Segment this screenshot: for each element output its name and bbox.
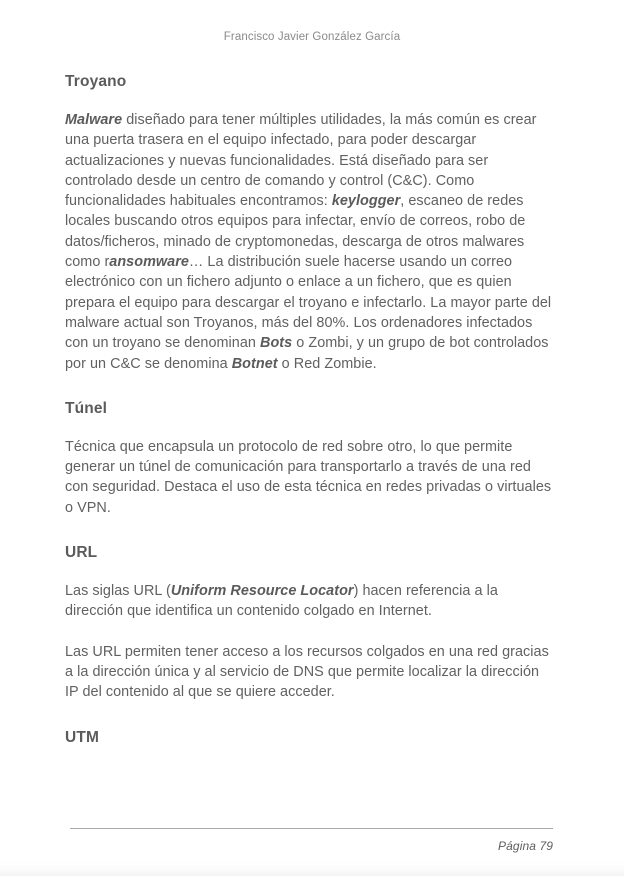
text-run: ) hacen referencia a la dirección que identifica un contenido colgado en Internet. <box>65 583 498 620</box>
vertical-spacer <box>65 419 554 437</box>
vertical-spacer <box>65 518 554 543</box>
vertical-spacer <box>65 374 554 399</box>
body-paragraph <box>65 642 554 703</box>
body-paragraph <box>65 110 554 374</box>
text-run: Las siglas URL ( <box>65 583 171 600</box>
vertical-spacer <box>65 622 554 642</box>
vertical-spacer <box>65 563 554 581</box>
emphasized-term: ansomware <box>109 254 189 271</box>
emphasized-term: Bots <box>260 335 293 352</box>
text-run: o Red Zombie. <box>277 355 377 372</box>
emphasized-term: Uniform Resource Locator <box>170 583 354 600</box>
section-heading: Túnel <box>65 399 108 417</box>
section-heading: UTM <box>65 728 100 746</box>
document-body <box>65 72 554 748</box>
running-header-author: Francisco Javier González García <box>223 31 401 43</box>
emphasized-term: Botnet <box>231 355 278 372</box>
text-run: Técnica que encapsula un protocolo de red sobre otro, lo que permite generar un túnel de comunicación para transportarlo a través de una red con seguridad. Destaca el uso de esta técnica en redes privadas o virtuales o VPN. <box>65 438 552 516</box>
page-footer <box>70 828 553 853</box>
body-paragraph <box>65 437 554 518</box>
text-run: , escaneo de redes locales buscando otros equipos para infectar, envío de correos, robo de datos/ficheros, minado de cryptomonedas, descarga de otros malwares como r <box>65 193 526 271</box>
text-run: … La distribución suele hacerse usando un correo electrónico con un fichero adjunto o enlace a un fichero, que es quien prepara el equipo para descargar el troyano e infectarlo. La mayor parte del malware actual son Troyanos, más del 80%. Los ordenadores infectados con un troyano se denominan <box>65 254 552 352</box>
vertical-spacer <box>65 92 554 110</box>
page-number: Página 79 <box>498 839 553 853</box>
text-run: o Zombi, y un grupo de bot controlados por un C&C se denomina <box>65 335 549 372</box>
page-edge-shadow <box>0 854 624 876</box>
text-run: diseñado para tener múltiples utilidades, la más común es crear una puerta trasera en el equipo infectado, para poder descargar actualizaciones y nuevas funcionalidades. Está diseñado para ser controlado desde un centro de comando y control (C&C). Como funcionalidades habituales encontramos: <box>65 112 537 210</box>
section-heading: Troyano <box>65 73 127 90</box>
body-paragraph <box>65 581 554 622</box>
vertical-spacer <box>65 703 554 728</box>
emphasized-term: Malware <box>65 112 123 128</box>
emphasized-term: keylogger <box>331 193 401 210</box>
text-run: Las URL permiten tener acceso a los recursos colgados en una red gracias a la dirección única y al servicio de DNS que permite localizar la dirección IP del contenido al que se quiere acceder. <box>65 643 549 701</box>
section-heading: URL <box>65 544 98 562</box>
footer-divider <box>70 828 553 829</box>
